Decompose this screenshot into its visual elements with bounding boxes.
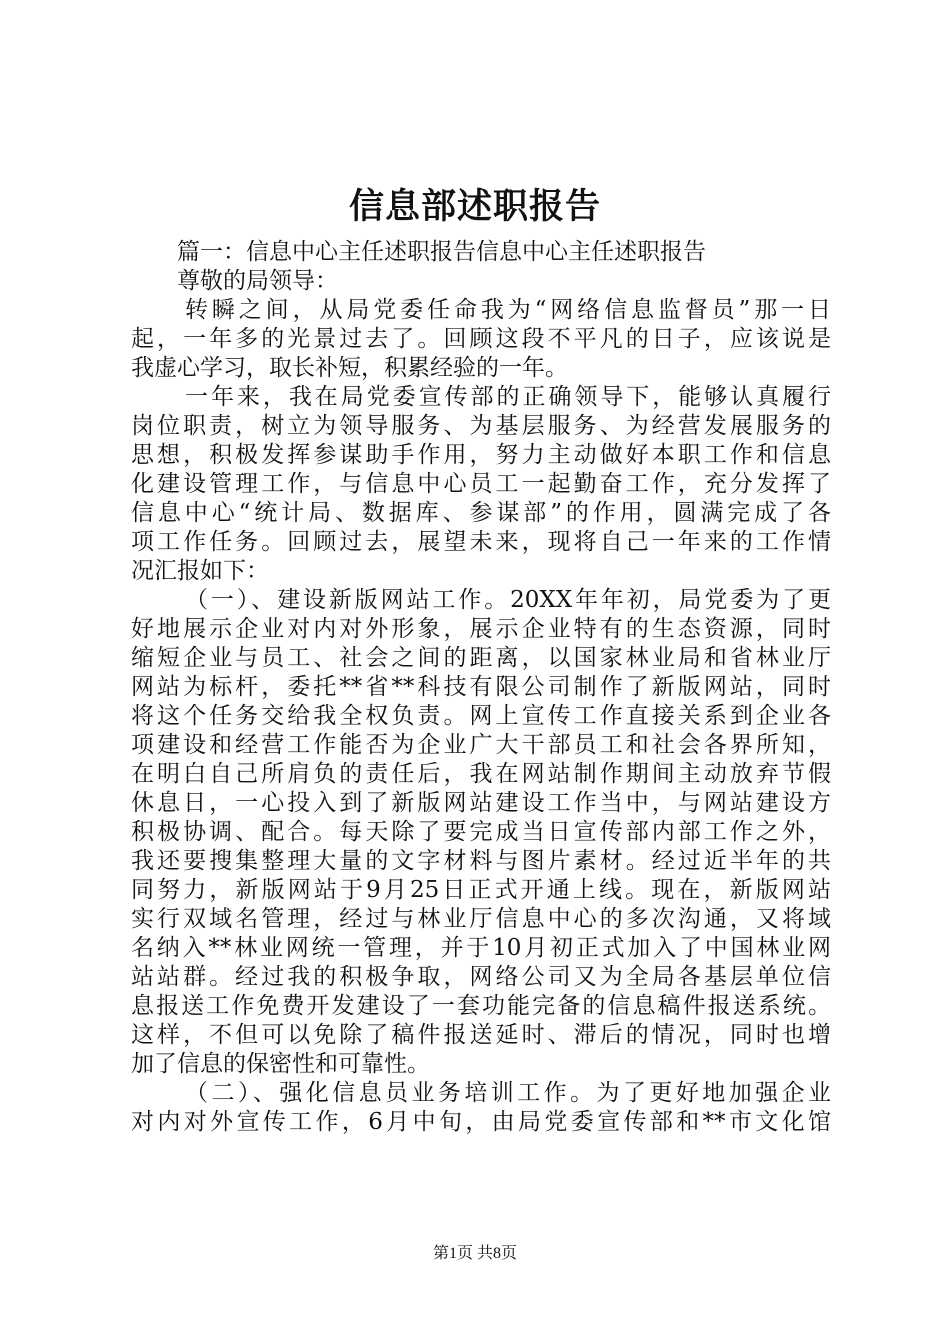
text-line: 将这个任务交给我全权负责。网上宣传工作直接关系到企业各 [131,703,831,729]
text-line: 信息中心“统计局、数据库、参谋部”的作用，圆满完成了各 [131,500,831,526]
text-line: 起，一年多的光景过去了。回顾这段不平凡的日子，应该说是 [131,326,831,352]
text-line: 我虚心学习，取长补短，积累经验的一年。 [131,355,568,381]
text-line: 加了信息的保密性和可靠性。 [131,1051,430,1077]
text-line: （一）、建设新版网站工作。20XX年年初，局党委为了更 [185,587,831,613]
text-line: 同努力，新版网站于9月25日正式开通上线。现在，新版网站 [131,877,831,903]
text-line: 项建设和经营工作能否为企业广大干部员工和社会各界所知， [131,732,831,758]
text-line: 名纳入**林业网统一管理，并于10月初正式加入了中国林业网 [131,935,831,961]
text-line: 篇一：信息中心主任述职报告信息中心主任述职报告 [177,239,706,265]
text-line: 缩短企业与员工、社会之间的距离，以国家林业局和省林业厅 [131,645,831,671]
text-line: 休息日，一心投入到了新版网站建设工作当中，与网站建设方 [131,790,831,816]
text-line: 对内对外宣传工作，6月中旬，由局党委宣传部和**市文化馆 [131,1109,831,1135]
document-body [131,238,831,1137]
text-line: 思想，积极发挥参谋助手作用，努力主动做好本职工作和信息 [131,442,831,468]
page-number-footer: 第1页 共8页 [432,1245,517,1262]
text-line: 站站群。经过我的积极争取，网络公司又为全局各基层单位信 [131,964,831,990]
text-line: 化建设管理工作，与信息中心员工一起勤奋工作，充分发挥了 [131,471,831,497]
text-line: 在明白自己所肩负的责任后，我在网站制作期间主动放弃节假 [131,761,831,787]
text-line: 积极协调、配合。每天除了要完成当日宣传部内部工作之外， [131,819,831,845]
text-line: 息报送工作免费开发建设了一套功能完备的信息稿件报送系统。 [131,993,831,1019]
text-line: （二）、强化信息员业务培训工作。为了更好地加强企业 [185,1080,831,1106]
text-line: 岗位职责，树立为领导服务、为基层服务、为经营发展服务的 [131,413,831,439]
text-line: 项工作任务。回顾过去，展望未来，现将自己一年来的工作情 [131,529,831,555]
text-line: 好地展示企业对内对外形象，展示企业特有的生态资源，同时 [131,616,831,642]
text-line: 尊敬的局领导： [177,268,338,294]
text-line: 我还要搜集整理大量的文字材料与图片素材。经过近半年的共 [131,848,831,874]
text-line: 实行双域名管理，经过与林业厅信息中心的多次沟通，又将域 [131,906,831,932]
text-line: 转瞬之间，从局党委任命我为“网络信息监督员”那一日 [185,297,831,323]
text-line: 况汇报如下： [131,558,269,584]
text-line: 这样，不但可以免除了稿件报送延时、滞后的情况，同时也增 [131,1022,831,1048]
text-line: 一年来，我在局党委宣传部的正确领导下，能够认真履行 [185,384,831,410]
document-title: 信息部述职报告 [348,186,601,227]
text-line: 网站为标杆，委托**省**科技有限公司制作了新版网站，同时 [131,674,831,700]
